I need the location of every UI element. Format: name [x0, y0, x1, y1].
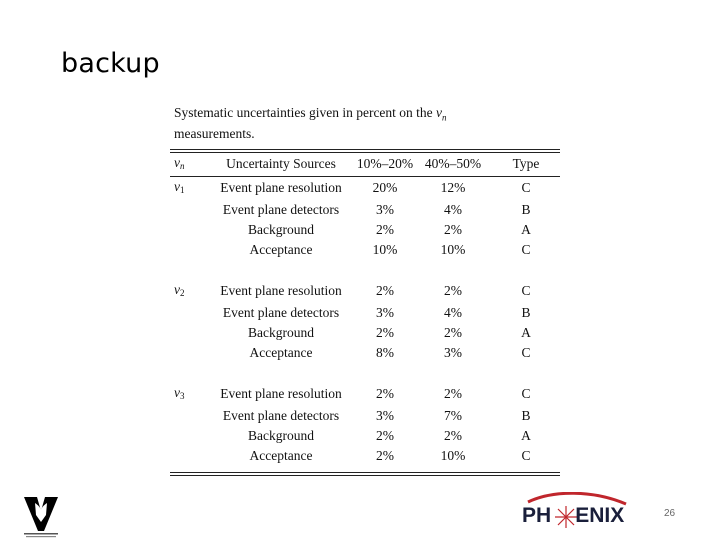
- cell-source: Acceptance: [249, 241, 313, 257]
- cell-source: Event plane resolution: [220, 386, 342, 402]
- cell-40-50: 7%: [444, 407, 462, 423]
- cell-10-20: 2%: [376, 221, 394, 237]
- cell-source: Background: [248, 427, 314, 443]
- cell-harmonic: [170, 446, 206, 466]
- cell-source: Event plane detectors: [222, 304, 340, 320]
- table-row: [170, 446, 560, 466]
- cell-10-20: 2%: [376, 447, 394, 463]
- cell-10-20: 2%: [376, 283, 394, 299]
- cell-10-20: 10%: [372, 241, 398, 257]
- cell-40-50: 4%: [444, 201, 462, 217]
- cell-40-50: 2%: [444, 283, 462, 299]
- cell-harmonic: [170, 406, 206, 426]
- header-v: vn: [174, 154, 185, 171]
- cell-harmonic: [170, 323, 206, 343]
- vanderbilt-logo: [22, 495, 60, 540]
- cell-type: C: [521, 386, 531, 402]
- table-row: [170, 177, 560, 200]
- cell-10-20: 2%: [376, 386, 394, 402]
- cell-source: Acceptance: [249, 344, 313, 360]
- table-bottom-rule: [170, 472, 560, 476]
- cell-type: B: [521, 304, 531, 320]
- cell-source: Background: [248, 324, 314, 340]
- cell-type: A: [521, 427, 531, 443]
- header-source: Uncertainty Sources: [226, 156, 336, 172]
- phenix-wordmark: PH ENIX: [522, 504, 625, 527]
- table-header-row: [170, 153, 560, 176]
- table-row: [170, 323, 560, 343]
- page-number: 26: [664, 508, 676, 519]
- cell-source: Acceptance: [249, 447, 313, 463]
- cell-type: C: [521, 241, 531, 257]
- cell-10-20: 8%: [376, 344, 394, 360]
- table-row: [170, 280, 560, 303]
- uncertainty-table-body: [170, 177, 560, 466]
- cell-type: C: [521, 283, 531, 299]
- cell-harmonic: v3: [174, 384, 185, 401]
- cell-type: A: [521, 221, 531, 237]
- cell-harmonic: [170, 200, 206, 220]
- table-row: [170, 200, 560, 220]
- header-10-20: 10%–20%: [356, 156, 414, 172]
- cell-40-50: 10%: [440, 447, 466, 463]
- cell-harmonic: [170, 303, 206, 323]
- cell-40-50: 4%: [444, 304, 462, 320]
- group-spacer: [170, 363, 560, 383]
- cell-type: B: [521, 201, 531, 217]
- slide-title: backup: [61, 48, 160, 79]
- table-row: [170, 220, 560, 240]
- cell-type: C: [521, 344, 531, 360]
- table-row: [170, 383, 560, 406]
- cell-10-20: 2%: [376, 324, 394, 340]
- cell-10-20: 2%: [376, 427, 394, 443]
- group-spacer: [170, 260, 560, 280]
- cell-harmonic: [170, 343, 206, 363]
- uncertainty-table: [170, 153, 560, 176]
- cell-source: Event plane detectors: [222, 407, 340, 423]
- cell-type: B: [521, 407, 531, 423]
- header-type: Type: [512, 156, 540, 172]
- table-row: [170, 303, 560, 323]
- cell-40-50: 12%: [440, 180, 466, 196]
- cell-40-50: 2%: [444, 221, 462, 237]
- cell-10-20: 3%: [376, 304, 394, 320]
- cell-40-50: 2%: [444, 386, 462, 402]
- cell-harmonic: [170, 220, 206, 240]
- cell-40-50: 2%: [444, 324, 462, 340]
- cell-type: A: [521, 324, 531, 340]
- header-40-50: 40%–50%: [424, 156, 482, 172]
- cell-harmonic: v1: [174, 178, 185, 195]
- cell-40-50: 2%: [444, 427, 462, 443]
- cell-source: Event plane resolution: [220, 180, 342, 196]
- uncertainty-table-figure: [170, 105, 560, 476]
- cell-type: C: [521, 447, 531, 463]
- cell-source: Event plane detectors: [222, 201, 340, 217]
- cell-40-50: 10%: [440, 241, 466, 257]
- cell-10-20: 20%: [372, 180, 398, 196]
- table-row: [170, 240, 560, 260]
- cell-harmonic: [170, 426, 206, 446]
- cell-harmonic: v2: [174, 281, 185, 298]
- cell-source: Event plane resolution: [220, 283, 342, 299]
- table-row: [170, 343, 560, 363]
- cell-source: Background: [248, 221, 314, 237]
- cell-40-50: 3%: [444, 344, 462, 360]
- cell-harmonic: [170, 240, 206, 260]
- table-row: [170, 406, 560, 426]
- cell-10-20: 3%: [376, 201, 394, 217]
- table-caption: Systematic uncertainties given in percent on the $v_n$ measurements.: [174, 105, 447, 141]
- table-row: [170, 426, 560, 446]
- cell-type: C: [521, 180, 531, 196]
- cell-10-20: 3%: [376, 407, 394, 423]
